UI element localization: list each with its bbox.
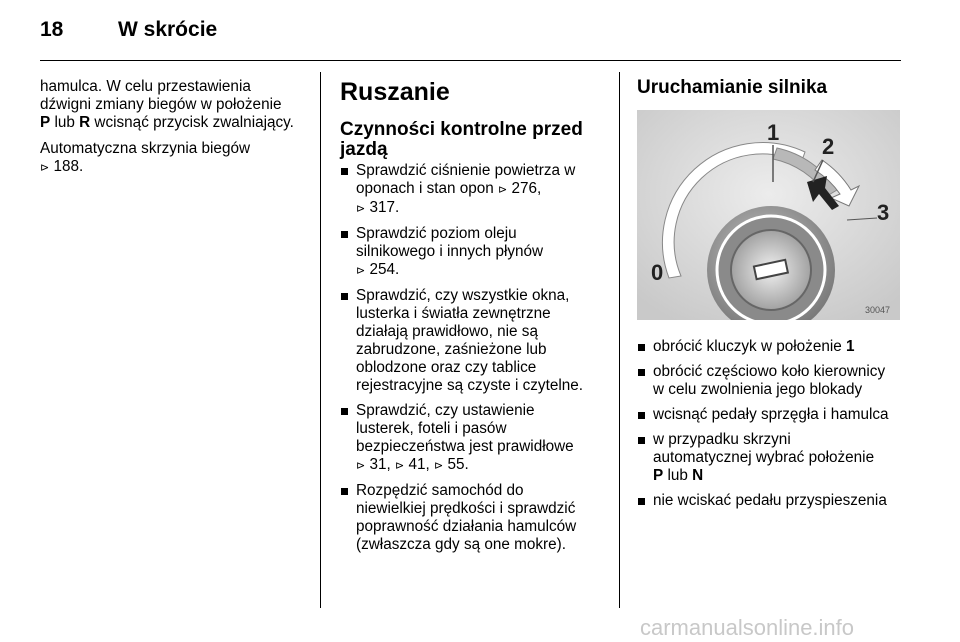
bullet-icon <box>341 231 348 238</box>
gear-p: P <box>40 114 51 131</box>
page-ref[interactable]: 317. <box>369 199 400 216</box>
text-line: w przypadku skrzyni <box>653 431 791 448</box>
text-line: Rozpędzić samochód do <box>356 482 524 499</box>
text-line: wcisnąć pedały sprzęgła i hamulca <box>653 406 889 423</box>
checklist <box>340 162 605 554</box>
paragraph-automatic-gearbox <box>40 140 310 177</box>
text-line: wcisnąć przycisk zwalniający. <box>90 114 294 131</box>
list-item <box>637 363 912 399</box>
list-item <box>340 162 605 218</box>
column-divider-1 <box>320 72 321 608</box>
text-line: obrócić kluczyk w położenie <box>653 338 846 355</box>
list-item <box>637 431 912 485</box>
list-item <box>637 406 912 424</box>
list-item <box>340 225 605 280</box>
label-position-3: 3 <box>877 200 890 225</box>
page-number: 18 <box>40 18 64 41</box>
paragraph-release-button <box>40 78 310 132</box>
page-header-title: W skrócie <box>118 18 218 41</box>
list-item <box>637 338 912 356</box>
page-ref-icon: ⊳ <box>394 460 405 472</box>
text-line: w celu zwolnienia jego blokady <box>653 381 863 398</box>
gear-p: P <box>653 467 664 484</box>
column-divider-2 <box>619 72 620 608</box>
page-ref-icon: ⊳ <box>356 265 366 277</box>
bullet-icon <box>341 488 348 495</box>
page-ref[interactable]: 55. <box>447 456 469 473</box>
page-ref-icon: ⊳ <box>40 162 50 174</box>
list-item <box>637 492 912 510</box>
label-position-2: 2 <box>822 134 835 159</box>
text-line: bezpieczeństwa jest prawidłowe <box>356 438 574 455</box>
text-line: Sprawdzić poziom oleju <box>356 225 517 242</box>
ignition-switch-figure <box>637 110 900 320</box>
text-line: lusterka i światła zewnętrzne <box>356 305 551 322</box>
text-line: jazdą <box>340 139 388 160</box>
page-ref[interactable]: 188. <box>53 158 84 175</box>
bullet-icon <box>638 344 645 351</box>
column-right <box>637 78 912 517</box>
list-item <box>340 482 605 554</box>
page-ref-icon: ⊳ <box>356 460 366 472</box>
text-line: hamulca. W celu przestawienia <box>40 78 251 95</box>
figure-code: 30047 <box>865 305 891 315</box>
bullet-icon <box>638 369 645 376</box>
bullet-icon <box>341 408 348 415</box>
text-line: zabrudzone, zaśnieżone lub <box>356 341 547 358</box>
section-heading-ruszanie: Ruszanie <box>340 78 450 106</box>
text-line: oponach i stan opon <box>356 180 494 197</box>
header-divider <box>40 60 901 61</box>
text-lub: lub <box>50 114 80 131</box>
text-line: obrócić częściowo koło kierownicy <box>653 363 886 380</box>
text-line: nie wciskać pedału przyspieszenia <box>653 492 887 509</box>
gear-r: R <box>79 114 91 131</box>
list-item <box>340 402 605 475</box>
text-line: (zwłaszcza gdy są one mokre). <box>356 536 566 553</box>
bullet-icon <box>341 293 348 300</box>
gear-n: N <box>692 467 704 484</box>
text-line: lusterek, foteli i pasów <box>356 420 507 437</box>
page-ref-icon: ⊳ <box>498 184 508 196</box>
text-line: Sprawdzić, czy wszystkie okna, <box>356 287 570 304</box>
watermark: carmanualsonline.info <box>640 615 855 640</box>
text-line: silnikowego i innych płynów <box>356 243 544 260</box>
page-ref[interactable]: 254. <box>369 261 400 278</box>
text-line: Sprawdzić, czy ustawienie <box>356 402 535 419</box>
text-line: działają prawidłowo, nie są <box>356 323 538 340</box>
text-line: Czynności kontrolne przed <box>340 119 583 140</box>
list-item <box>340 287 605 395</box>
text-line: rejestracyjne są czyste i czytelne. <box>356 377 583 394</box>
column-left <box>40 78 310 185</box>
page-ref[interactable]: 41, <box>408 456 430 473</box>
page-ref-icon: ⊳ <box>356 203 366 215</box>
start-steps-list <box>637 338 912 510</box>
text-line: automatycznej wybrać położenie <box>653 449 875 466</box>
text-line: Sprawdzić ciśnienie powietrza w <box>356 162 576 179</box>
key-position-1: 1 <box>846 338 855 355</box>
page-ref[interactable]: 31, <box>369 456 391 473</box>
page-ref-icon: ⊳ <box>433 460 444 472</box>
label-position-1: 1 <box>767 120 780 145</box>
text-line: oblodzone oraz czy tablice <box>356 359 537 376</box>
section-heading-engine-start: Uruchamianie silnika <box>637 77 828 98</box>
text-line: poprawność działania hamulców <box>356 518 577 535</box>
label-position-0: 0 <box>651 260 664 285</box>
page-ref[interactable]: 276, <box>511 180 542 197</box>
text-line: dźwigni zmiany biegów w położenie <box>40 96 282 113</box>
bullet-icon <box>638 498 645 505</box>
column-middle <box>340 78 605 561</box>
text-lub: lub <box>663 467 693 484</box>
bullet-icon <box>341 168 348 175</box>
bullet-icon <box>638 412 645 419</box>
text-line: Automatyczna skrzynia biegów <box>40 140 251 157</box>
text-line: niewielkiej prędkości i sprawdzić <box>356 500 576 517</box>
subheading-checks <box>340 120 605 160</box>
bullet-icon <box>638 437 645 444</box>
